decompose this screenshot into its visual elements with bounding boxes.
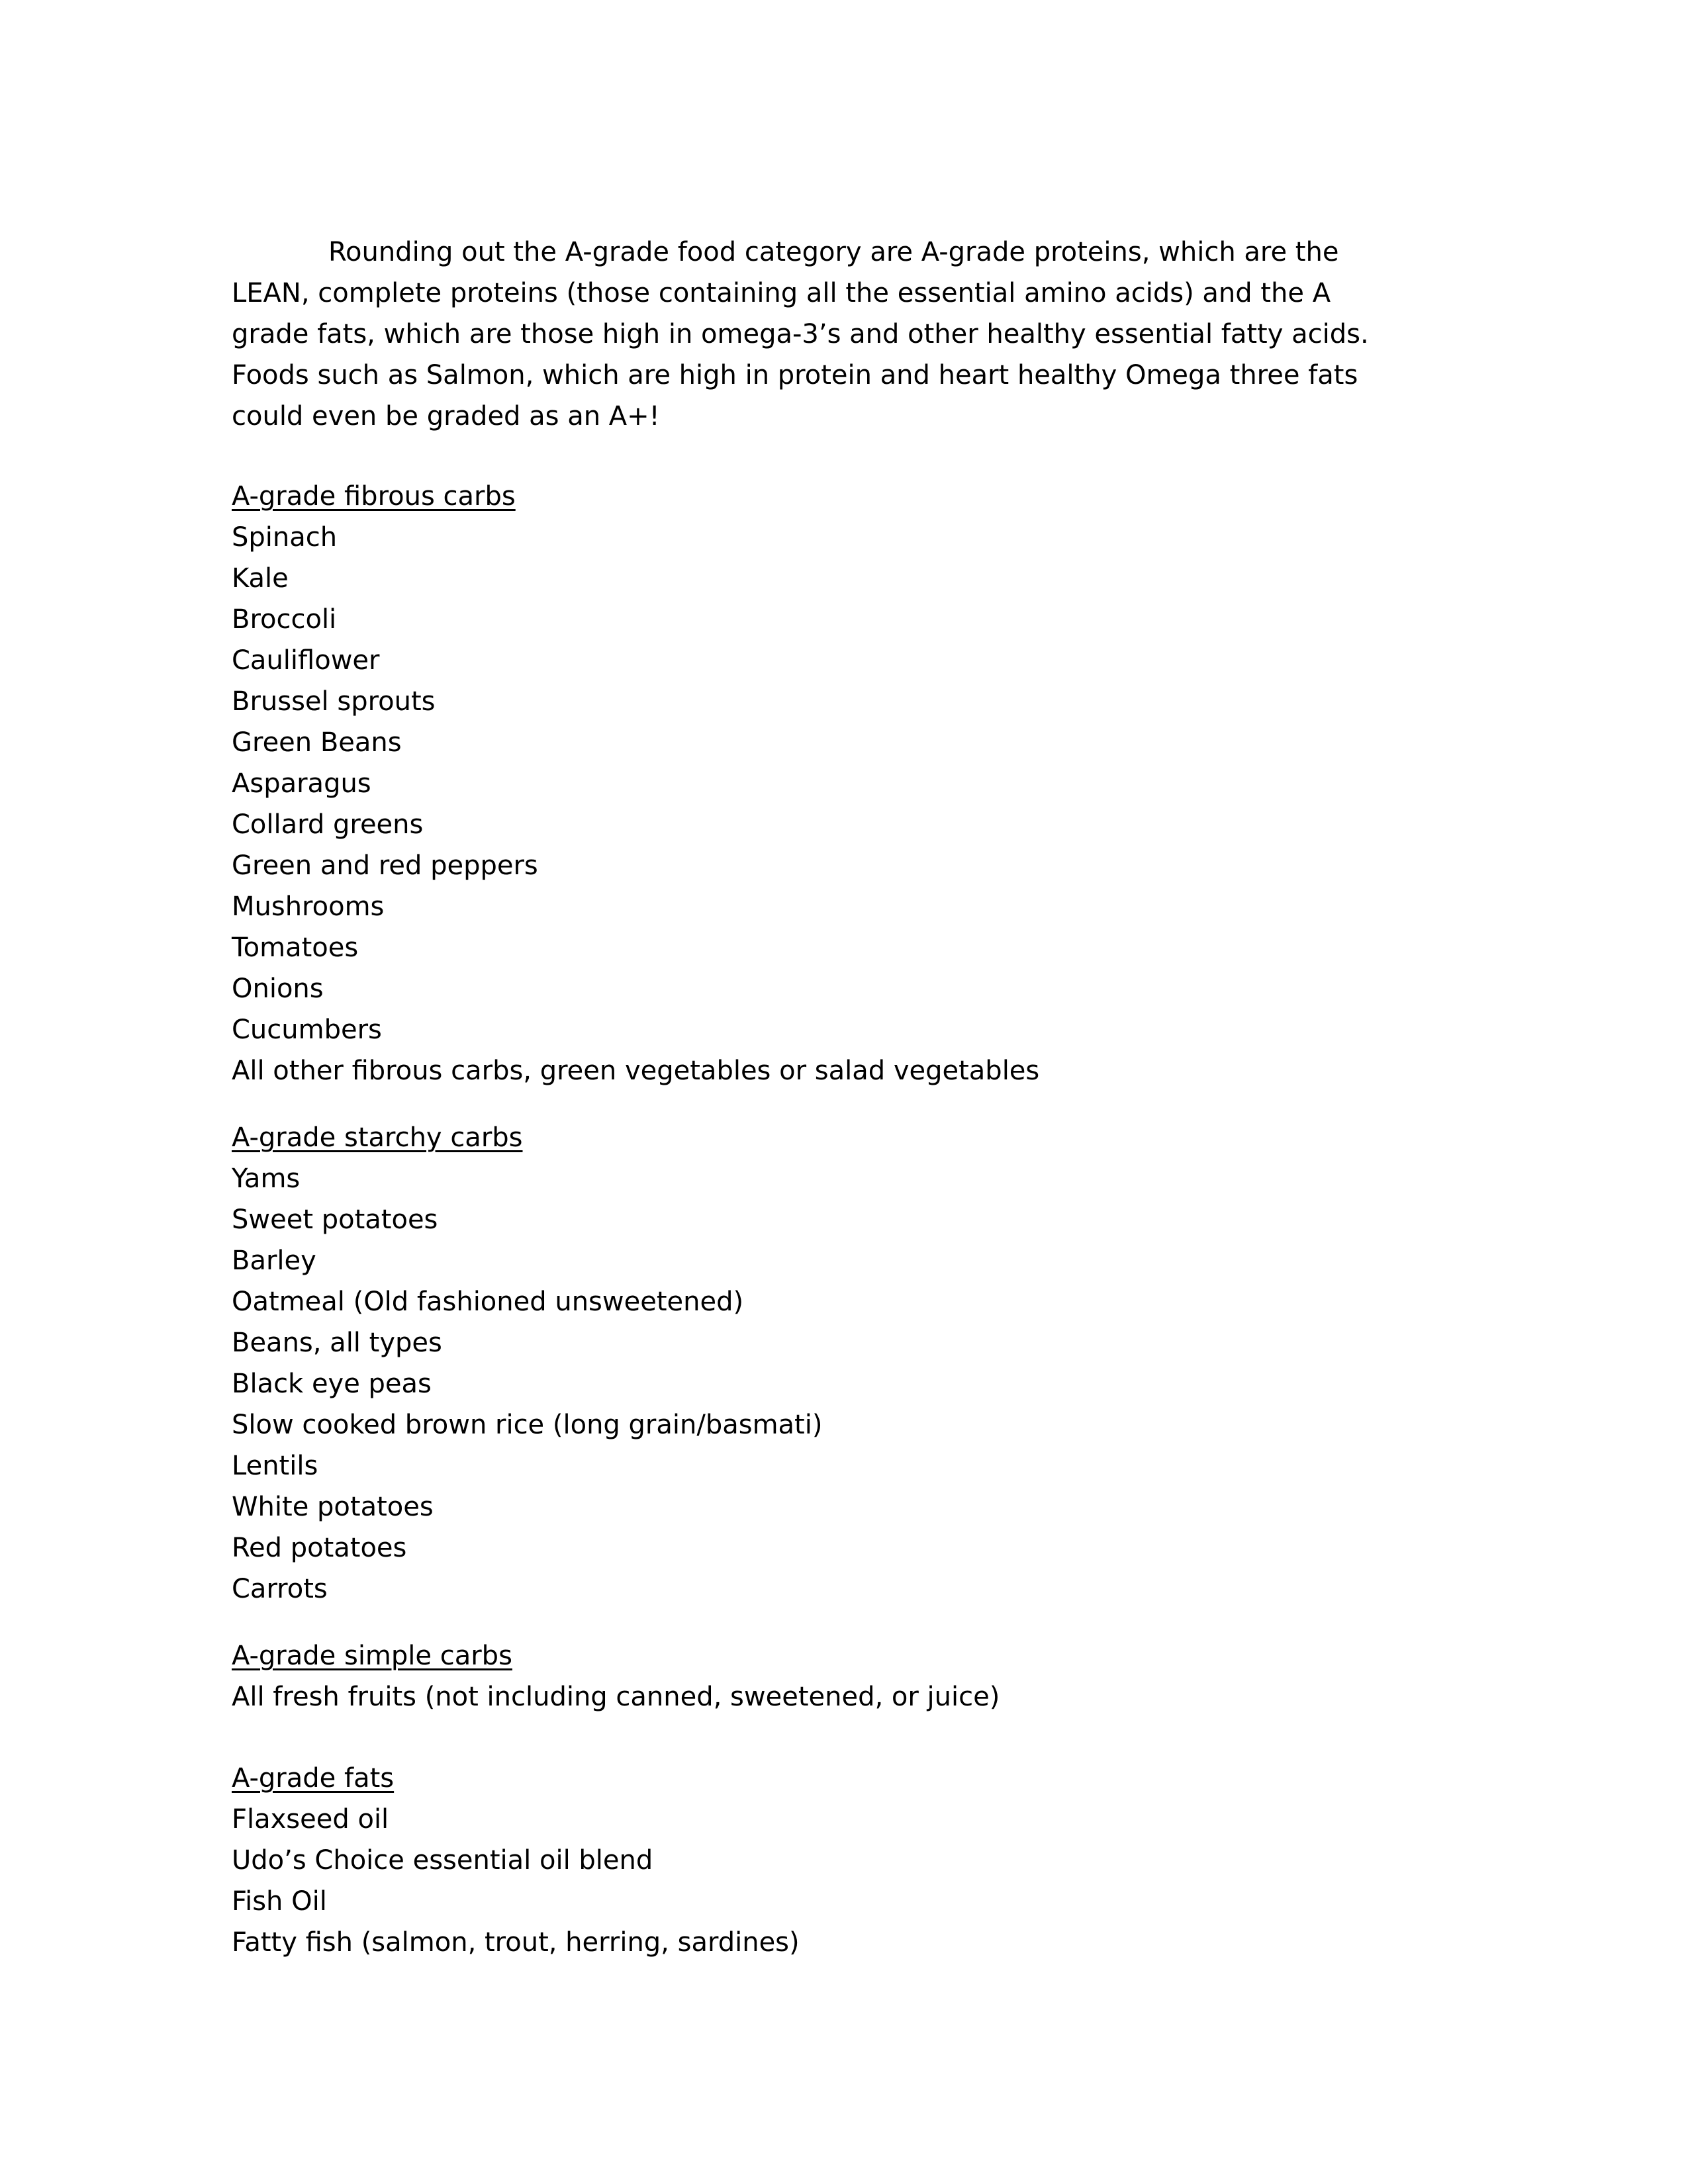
section-heading: A-grade simple carbs	[232, 1641, 512, 1671]
section-heading: A-grade fats	[232, 1763, 395, 1794]
list-item: Fish Oil	[232, 1886, 327, 1917]
list-item: Cauliflower	[232, 645, 380, 676]
list-item: Spinach	[232, 522, 338, 553]
list-item: Oatmeal (Old fashioned unsweetened)	[232, 1287, 744, 1317]
list-item: Cucumbers	[232, 1015, 382, 1045]
list-item: Asparagus	[232, 768, 371, 799]
list-item: Lentils	[232, 1451, 318, 1481]
list-item: Green Beans	[232, 727, 402, 758]
list-item: Beans, all types	[232, 1328, 442, 1358]
list-item: Fatty fish (salmon, trout, herring, sardines)	[232, 1927, 800, 1958]
list-item: Mushrooms	[232, 891, 385, 922]
list-item: Slow cooked brown rice (long grain/basmati)	[232, 1410, 823, 1440]
list-item: Red potatoes	[232, 1533, 407, 1563]
list-item: Kale	[232, 563, 289, 594]
intro-line: Rounding out the A-grade food category are A-grade proteins, which are the	[328, 237, 1339, 267]
list-item: Udo’s Choice essential oil blend	[232, 1845, 653, 1876]
section-fats	[232, 1758, 1489, 1963]
list-item: Broccoli	[232, 604, 337, 635]
intro-line: LEAN, complete proteins (those containing all the essential amino acids) and the A	[232, 278, 1331, 308]
section-heading: A-grade fibrous carbs	[232, 481, 516, 512]
list-item: Green and red peppers	[232, 850, 538, 881]
list-item: Flaxseed oil	[232, 1804, 389, 1835]
list-item: Tomatoes	[232, 933, 359, 963]
list-item: Onions	[232, 974, 324, 1004]
list-item: Black eye peas	[232, 1369, 432, 1399]
list-item: Barley	[232, 1246, 316, 1276]
intro-line: grade fats, which are those high in omega-3’s and other healthy essential fatty acids.	[232, 319, 1369, 349]
intro-paragraph	[232, 232, 1489, 437]
list-item: Sweet potatoes	[232, 1205, 438, 1235]
section-starchy-carbs	[232, 1117, 1489, 1610]
list-item: Collard greens	[232, 809, 424, 840]
intro-line: could even be graded as an A+!	[232, 401, 660, 432]
list-item: All fresh fruits (not including canned, sweetened, or juice)	[232, 1682, 1000, 1712]
section-heading: A-grade starchy carbs	[232, 1122, 523, 1153]
list-item: Carrots	[232, 1574, 328, 1604]
list-item: Brussel sprouts	[232, 686, 436, 717]
section-simple-carbs	[232, 1635, 1489, 1717]
list-item: White potatoes	[232, 1492, 434, 1522]
list-item: All other fibrous carbs, green vegetables or salad vegetables	[232, 1056, 1040, 1086]
section-fibrous-carbs	[232, 476, 1489, 1091]
list-item: Yams	[232, 1163, 301, 1194]
intro-line: Foods such as Salmon, which are high in protein and heart healthy Omega three fats	[232, 360, 1358, 390]
